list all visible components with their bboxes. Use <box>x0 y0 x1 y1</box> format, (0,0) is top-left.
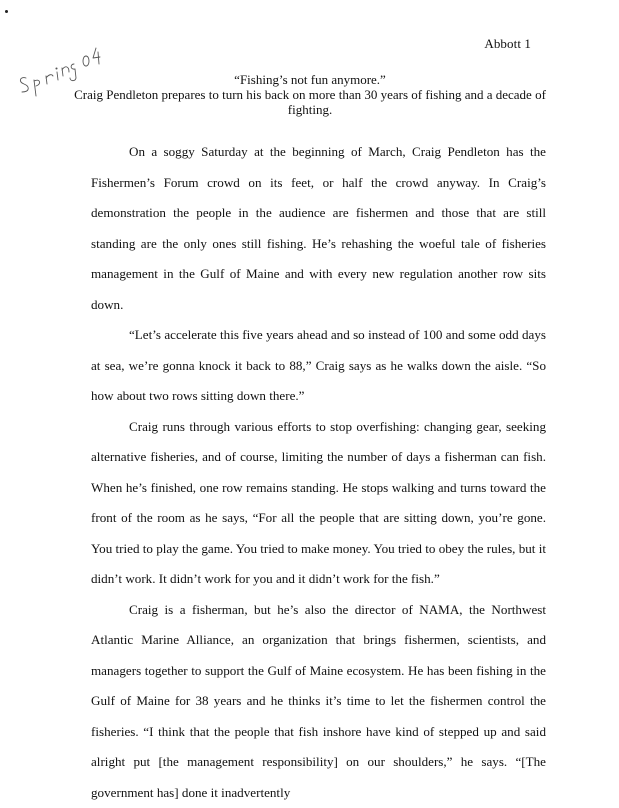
body-paragraph: “Let’s accelerate this five years ahead and so instead of 100 and some odd days at sea, we’re gonna knock it back to 88,” Craig says as he walks down the aisle. “So how about two rows sitting down there.” <box>91 320 546 412</box>
body-paragraph: Craig runs through various efforts to stop overfishing: changing gear, seeking alternative fisheries, and of course, limiting the number of days a fisherman can fish. When he’s finished, one row remains standing. He stops walking and turns toward the front of the room as he says, “For all the people that are sitting down, you’re gone. You tried to play the game. You tried to make money. You tried to obey the rules, but it didn’t work. It didn’t work for you and it didn’t work for the fish.” <box>91 412 546 595</box>
body-paragraph: On a soggy Saturday at the beginning of March, Craig Pendleton has the Fishermen’s Forum crowd on its feet, or half the crowd anyway. In Craig’s demonstration the people in the audience are fishermen and those that are still standing are the only ones still fishing. He’s rehashing the woeful tale of fisheries management in the Gulf of Maine and with every new regulation another row sits down. <box>91 137 546 320</box>
scan-speck <box>5 10 8 13</box>
article-body <box>91 137 546 808</box>
page-header-running-head: Abbott 1 <box>484 36 531 52</box>
body-paragraph: Craig is a fisherman, but he’s also the director of NAMA, the Northwest Atlantic Marine Alliance, an organization that brings fishermen, scientists, and managers together to support the Gulf of Maine ecosystem. He has been fishing in the Gulf of Maine for 38 years and he thinks it’s time to let the fishermen control the fisheries. “I think that the people that fish inshore have kind of stepped up and said alright put [the management responsibility] on our shoulders,” he says. “[The government has] done it inadvertently <box>91 595 546 808</box>
article-subheadline: Craig Pendleton prepares to turn his back on more than 30 years of fishing and a decade of fighting. <box>60 87 560 117</box>
article-headline: “Fishing’s not fun anymore.” <box>60 72 560 87</box>
